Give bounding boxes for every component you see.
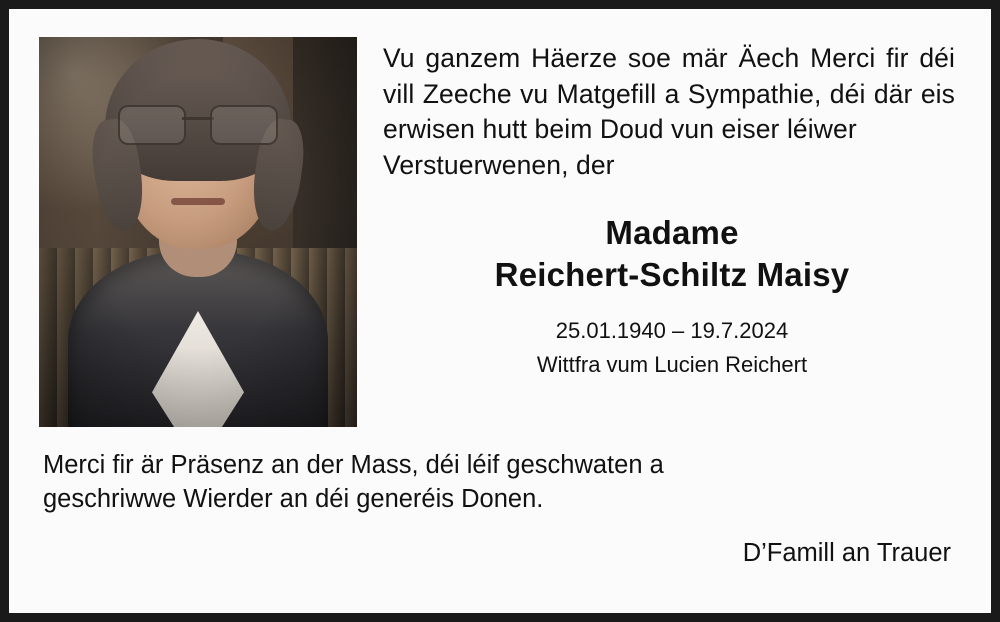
name-block bbox=[383, 214, 961, 294]
top-section bbox=[39, 37, 961, 427]
name-full: Reichert-Schiltz Maisy bbox=[494, 255, 850, 293]
thanks-line-2: geschriwwe Wierder an déi generéis Donen. bbox=[43, 484, 544, 513]
intro-text: Vu ganzem Häerze soe mär Äech Merci fir déi vill Zeeche vu Matgefill a Sympathie, déi där eis erwisen hutt beim Doud vun eiser léiwer bbox=[383, 43, 955, 145]
portrait-photo bbox=[39, 37, 357, 427]
relation-line: Wittfra vum Lucien Reichert bbox=[536, 351, 808, 377]
notice-inner bbox=[9, 9, 991, 613]
signature-line: D’Famill an Trauer bbox=[742, 538, 951, 567]
intro-last-line: Verstuerwenen, der bbox=[383, 149, 615, 180]
text-column bbox=[383, 37, 961, 378]
name-title: Madame bbox=[605, 213, 739, 251]
photo-vignette bbox=[39, 37, 357, 427]
thanks-line-1: Merci fir är Präsenz an der Mass, déi léif geschwaten a bbox=[43, 451, 664, 479]
life-dates: 25.01.1940 – 19.7.2024 bbox=[555, 317, 789, 343]
thanks-paragraph bbox=[43, 449, 955, 517]
bottom-section bbox=[39, 449, 961, 568]
intro-paragraph bbox=[383, 41, 955, 184]
